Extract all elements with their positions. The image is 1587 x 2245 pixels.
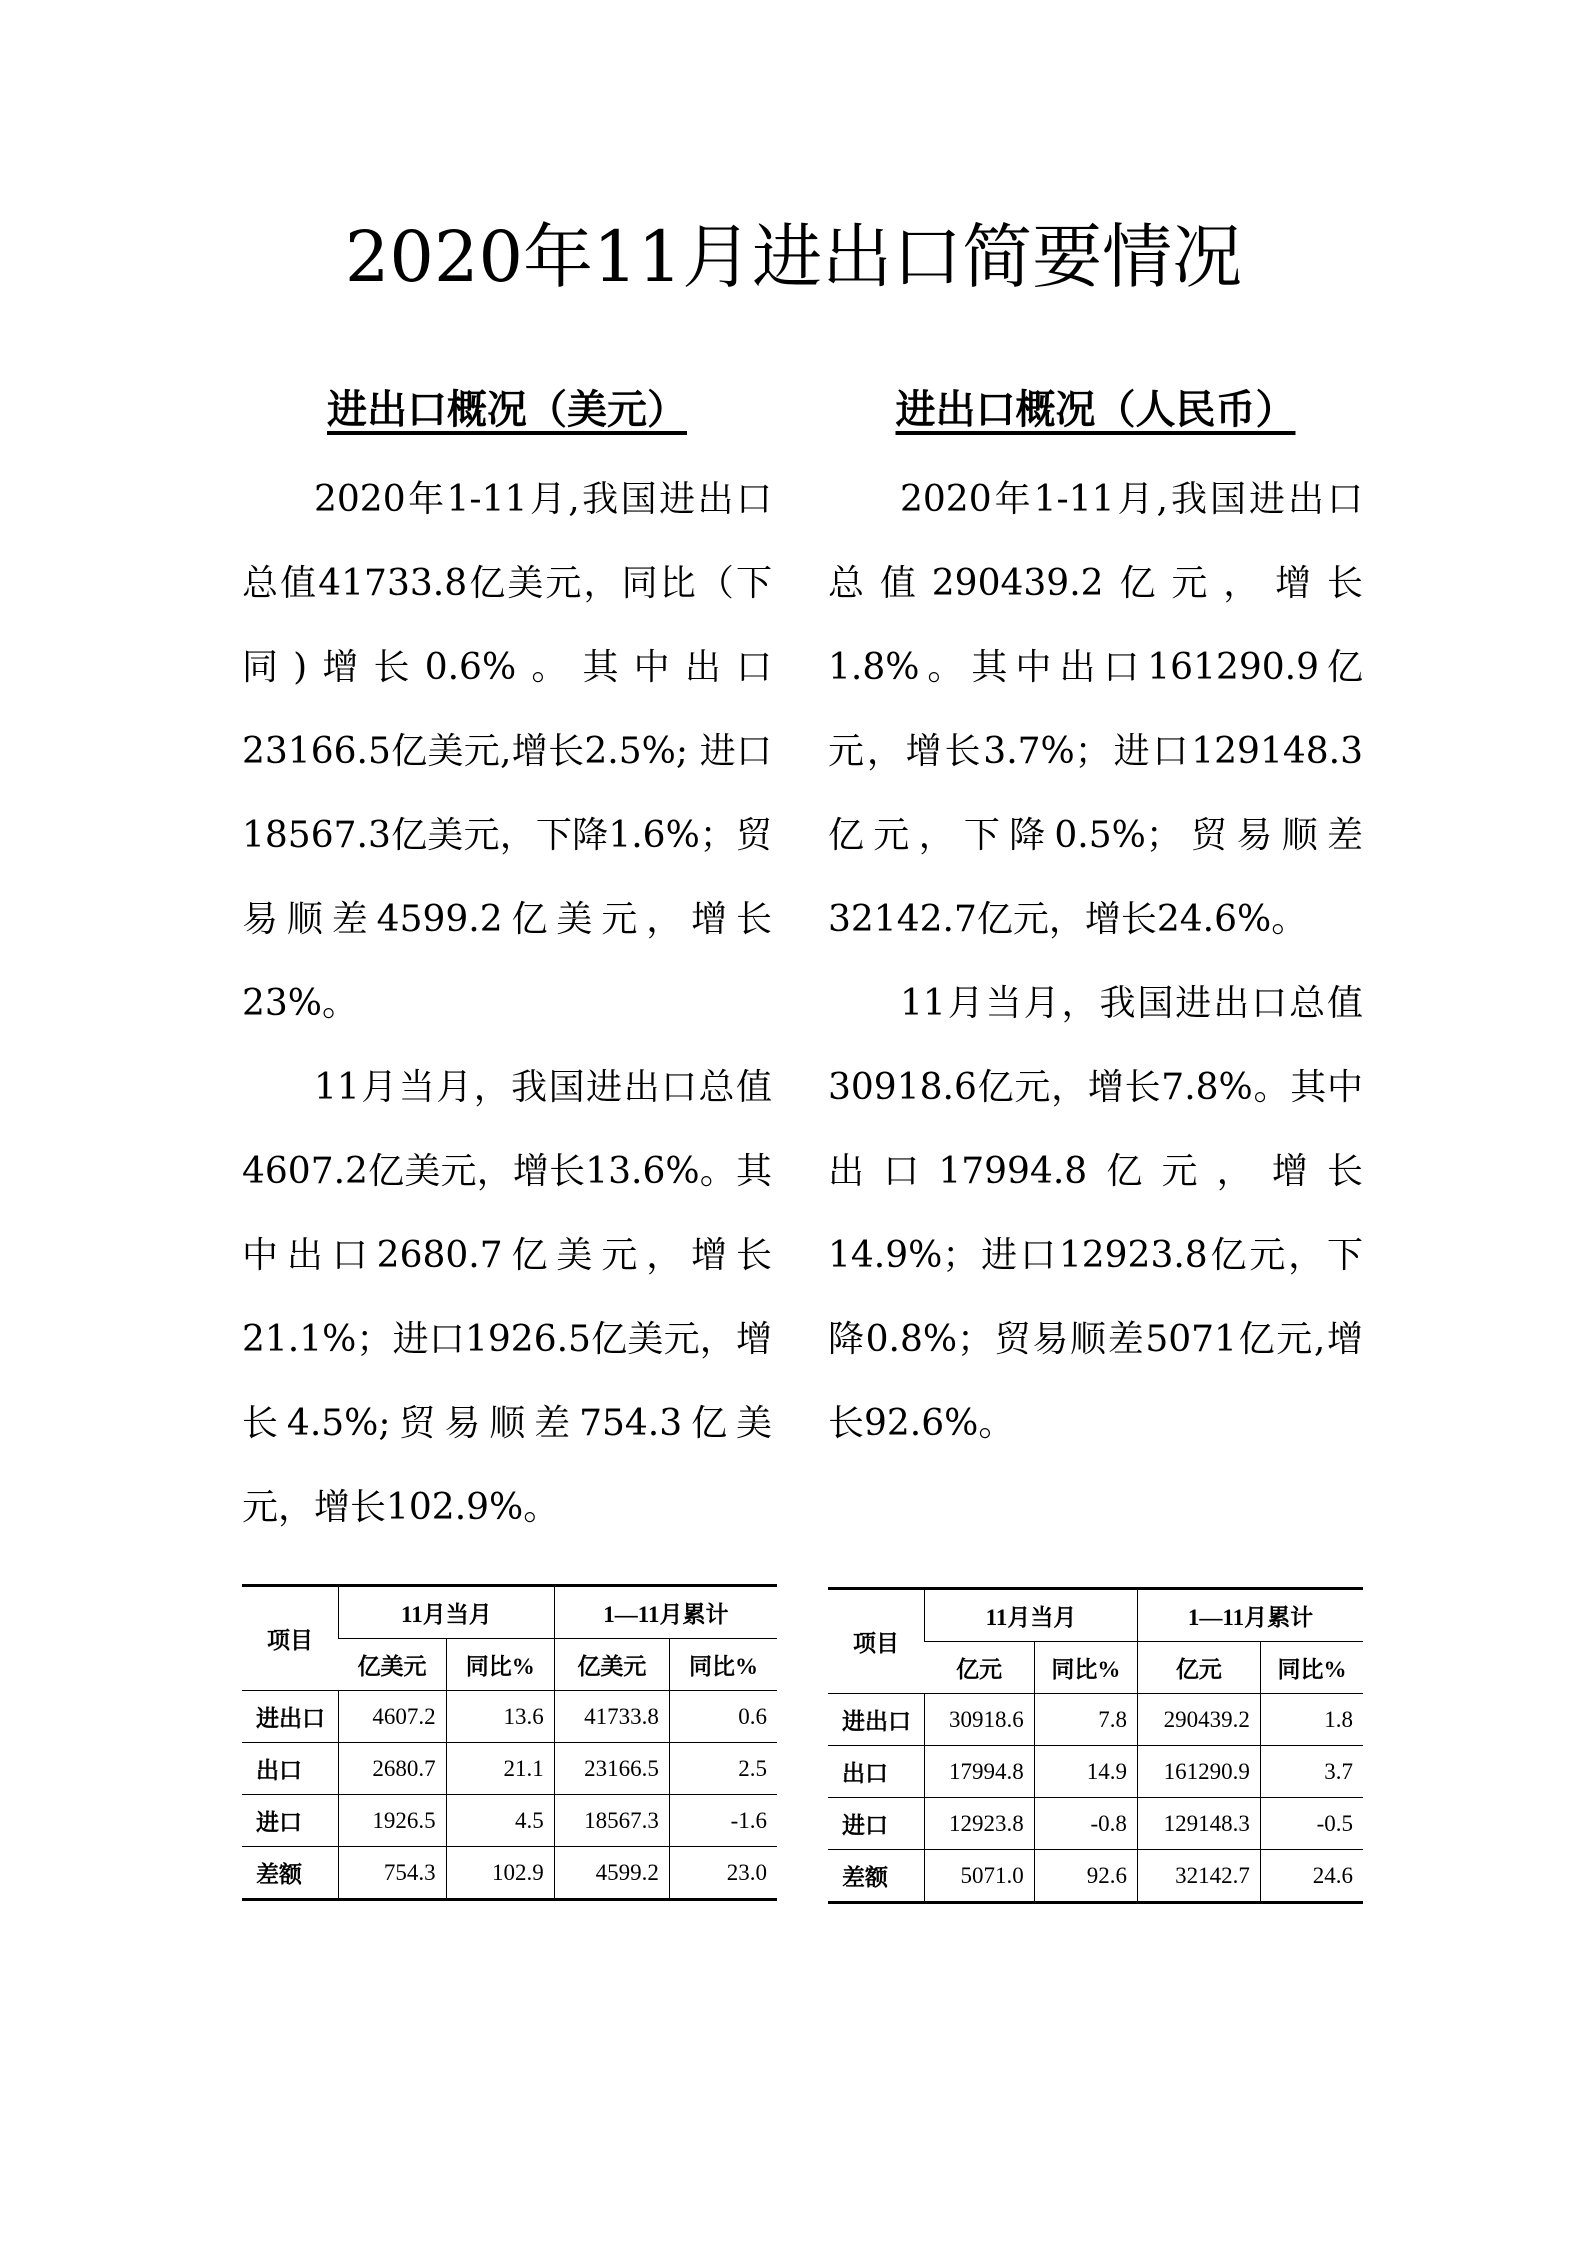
table-cell: 4599.2 [554,1847,669,1900]
table-cell: -0.8 [1034,1798,1137,1850]
cny-month-paragraph: 11月当月，我国进出口总值30918.6亿元，增长7.8%。其中出口17994.8亿元，增长14.9%；进口12923.8亿元，下降0.8%；贸易顺差5071亿元,增长92.6%。 [828,983,1363,1444]
table-cell: 7.8 [1034,1694,1137,1746]
cny-ytd-paragraph: 2020年1-11月,我国进出口总值290439.2亿元，增长1.8%。其中出口161290.9亿元，增长3.7%；进口129148.3亿元，下降0.5%；贸易顺差32142.7亿元，增长24.6%。 [828,479,1363,940]
table-cell: 12923.8 [925,1798,1035,1850]
table-corner-header: 项目 [828,1589,925,1694]
table-corner-header: 项目 [242,1586,339,1691]
table-subheader: 同比% [1034,1642,1137,1694]
table-row-label: 出口 [242,1743,339,1795]
table-row [828,1694,1363,1746]
table-cell: 92.6 [1034,1850,1137,1903]
table-cell: 23166.5 [554,1743,669,1795]
table-cell: -0.5 [1260,1798,1363,1850]
cny-overview-column [828,380,1363,1466]
table-cell: 2680.7 [339,1743,447,1795]
table-row-label: 差额 [242,1847,339,1900]
table-cell: 0.6 [669,1691,777,1743]
table-cell: 4607.2 [339,1691,447,1743]
table-cell: 24.6 [1260,1850,1363,1903]
table-cell: 2.5 [669,1743,777,1795]
table-subheader: 亿美元 [554,1639,669,1691]
table-cell: 102.9 [446,1847,554,1900]
table-cell: 5071.0 [925,1850,1035,1903]
usd-trade-table [242,1584,777,1901]
usd-section-heading: 进出口概况（美元） [327,386,687,433]
table-group-header-month: 11月当月 [925,1589,1138,1642]
table-row [242,1743,777,1795]
table-group-header-month: 11月当月 [339,1586,555,1639]
table-row [828,1746,1363,1798]
table-row [828,1850,1363,1903]
cny-trade-table [828,1587,1363,1904]
table-cell: 14.9 [1034,1746,1137,1798]
table-subheader: 同比% [446,1639,554,1691]
table-group-header-ytd: 1—11月累计 [554,1586,777,1639]
table-row [242,1795,777,1847]
table-row-label: 进口 [242,1795,339,1847]
table-row-label: 差额 [828,1850,925,1903]
table-row-label: 进口 [828,1798,925,1850]
table-cell: 129148.3 [1137,1798,1260,1850]
table-cell: 32142.7 [1137,1850,1260,1903]
table-row [242,1691,777,1743]
cny-table-container [828,1587,1363,1904]
table-cell: 13.6 [446,1691,554,1743]
table-cell: 1.8 [1260,1694,1363,1746]
table-cell: 290439.2 [1137,1694,1260,1746]
table-cell: 30918.6 [925,1694,1035,1746]
usd-ytd-paragraph: 2020年1-11月,我国进出口总值41733.8亿美元，同比（下同)增长0.6%。其中出口23166.5亿美元,增长2.5%; 进口18567.3亿美元，下降1.6%；贸易顺差4599.2亿美元，增长23%。 [242,479,772,1024]
table-row-label: 出口 [828,1746,925,1798]
table-subheader: 亿元 [925,1642,1035,1694]
table-subheader: 亿美元 [339,1639,447,1691]
table-subheader: 同比% [1260,1642,1363,1694]
table-cell: 4.5 [446,1795,554,1847]
table-cell: 41733.8 [554,1691,669,1743]
table-subheader: 同比% [669,1639,777,1691]
table-cell: 3.7 [1260,1746,1363,1798]
page-title: 2020年11月进出口简要情况 [344,216,1243,298]
table-cell: 754.3 [339,1847,447,1900]
table-cell: -1.6 [669,1795,777,1847]
table-cell: 1926.5 [339,1795,447,1847]
usd-month-paragraph: 11月当月，我国进出口总值4607.2亿美元，增长13.6%。其中出口2680.7亿美元，增长21.1%；进口1926.5亿美元，增长4.5%;贸易顺差754.3亿美元，增长102.9%。 [242,1067,772,1528]
table-row-label: 进出口 [242,1691,339,1743]
table-row-label: 进出口 [828,1694,925,1746]
usd-table-container [242,1584,777,1901]
cny-section-heading: 进出口概况（人民币） [895,386,1296,433]
table-cell: 17994.8 [925,1746,1035,1798]
table-row [828,1798,1363,1850]
table-subheader: 亿元 [1137,1642,1260,1694]
table-group-header-ytd: 1—11月累计 [1137,1589,1363,1642]
table-cell: 161290.9 [1137,1746,1260,1798]
table-cell: 21.1 [446,1743,554,1795]
table-cell: 18567.3 [554,1795,669,1847]
table-row [242,1847,777,1900]
usd-overview-column [242,380,772,1550]
table-cell: 23.0 [669,1847,777,1900]
